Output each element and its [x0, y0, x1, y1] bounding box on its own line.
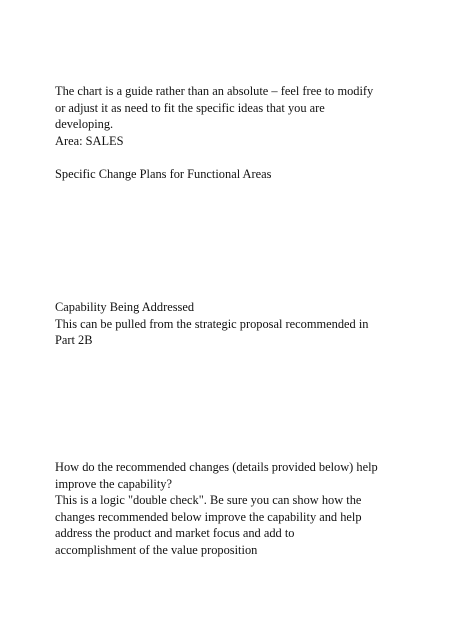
- changes-note-line: address the product and market focus and add to: [55, 526, 295, 540]
- changes-note-line: changes recommended below improve the capability and help: [55, 509, 362, 524]
- intro-section: [55, 83, 415, 182]
- section-heading: Specific Change Plans for Functional Areas: [55, 166, 272, 181]
- capability-text-line: Part 2B: [55, 333, 93, 347]
- intro-text-line: developing.: [55, 117, 114, 131]
- changes-section: [55, 459, 415, 558]
- changes-note-line: accomplishment of the value proposition: [55, 542, 258, 557]
- changes-question-line: improve the capability?: [55, 476, 172, 491]
- changes-note-line: This is a logic "double check". Be sure you can show how the: [55, 493, 362, 507]
- intro-text-line: The chart is a guide rather than an absolute – feel free to modify: [55, 84, 374, 98]
- changes-question-line: How do the recommended changes (details provided below) help: [55, 460, 378, 474]
- intro-text-line: or adjust it as need to fit the specific ideas that you are: [55, 100, 325, 115]
- area-label: Area: SALES: [55, 133, 124, 148]
- spacer: [55, 149, 415, 166]
- capability-title: Capability Being Addressed: [55, 300, 195, 314]
- capability-section: [55, 299, 415, 349]
- capability-text-line: This can be pulled from the strategic proposal recommended in: [55, 316, 369, 331]
